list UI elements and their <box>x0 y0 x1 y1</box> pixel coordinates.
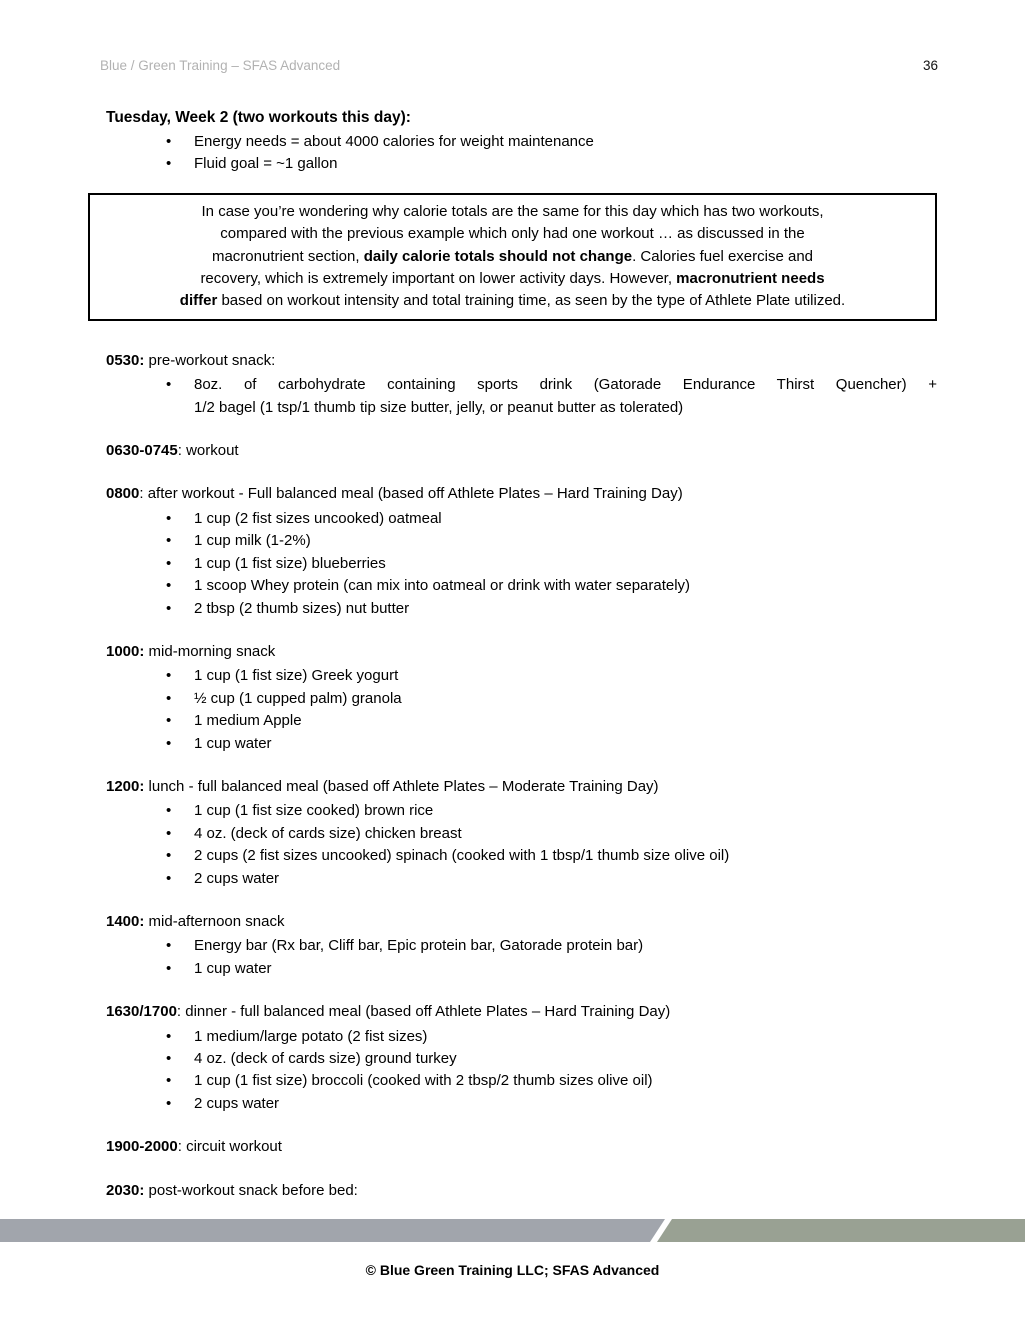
section-heading <box>106 911 937 933</box>
intro-bullet-list <box>106 131 937 176</box>
schedule <box>106 350 937 1202</box>
bullet-item: • 1 cup water <box>194 958 937 980</box>
callout-text: compared with the previous example which only had one workout … as discussed in the <box>220 225 805 243</box>
document-header <box>100 57 938 75</box>
bullet-item: • 1 cup water <box>194 733 937 755</box>
schedule-section <box>106 440 937 462</box>
section-time: 0530: <box>106 351 145 369</box>
bullet-item: • 1 medium Apple <box>194 710 937 732</box>
bullet-item: • Energy needs = about 4000 calories for weight maintenance <box>194 131 937 153</box>
schedule-section <box>106 1136 937 1158</box>
bullet-item: • ½ cup (1 cupped palm) granola <box>194 688 937 710</box>
bullet-item: • 2 cups water <box>194 868 937 890</box>
callout-text: macronutrient section, <box>211 247 364 265</box>
bullet-list <box>106 1026 937 1116</box>
callout-line <box>110 290 915 312</box>
bullet-item: • 1 cup milk (1-2%) <box>194 530 937 552</box>
section-time: 1200: <box>106 777 145 795</box>
callout-line <box>110 268 915 290</box>
section-label: pre-workout snack: <box>144 351 276 369</box>
footer-bar <box>0 1219 1025 1242</box>
bullet-list <box>106 665 937 755</box>
callout-text: In case you’re wondering why calorie totals are the same for this day which has two workouts, <box>201 202 824 220</box>
callout-text: macronutrient needs <box>676 270 825 288</box>
section-label: mid-afternoon snack <box>144 912 285 930</box>
bullet-item <box>194 374 937 419</box>
doc-header-title: Blue / Green Training – SFAS Advanced <box>100 58 341 73</box>
callout-text: recovery, which is extremely important on lower activity days. However, <box>200 270 677 288</box>
section-label: mid-morning snack <box>144 642 276 660</box>
bullet-item: • 2 tbsp (2 thumb sizes) nut butter <box>194 598 937 620</box>
section-heading <box>106 776 937 798</box>
section-label: : after workout - Full balanced meal (based off Athlete Plates – Hard Training Day) <box>139 485 683 503</box>
bullet-line: • 8oz. of carbohydrate containing sports drink (Gatorade Endurance Thirst Quencher) + <box>194 376 937 394</box>
bullet-item: • 1 cup (2 fist sizes uncooked) oatmeal <box>194 508 937 530</box>
bullet-item: • 1 cup (1 fist size) Greek yogurt <box>194 665 937 687</box>
bullet-item: • 1 cup (1 fist size cooked) brown rice <box>194 800 937 822</box>
bullet-item: • 2 cups water <box>194 1093 937 1115</box>
bullet-list <box>106 374 937 419</box>
bullet-item: • 4 oz. (deck of cards size) chicken breast <box>194 823 937 845</box>
schedule-section <box>106 483 937 619</box>
page-number: 36 <box>922 58 938 73</box>
section-heading <box>106 641 937 663</box>
callout-text: . Calories fuel exercise and <box>632 247 814 265</box>
section-time: 0800 <box>106 485 140 503</box>
section-heading <box>106 350 937 372</box>
section-heading <box>106 440 937 462</box>
section-label: : workout <box>177 442 239 460</box>
section-label: post-workout snack before bed: <box>144 1181 358 1199</box>
section-time: 1000: <box>106 642 145 660</box>
callout-text: daily calorie totals should not change <box>363 247 633 265</box>
section-time: 0630-0745 <box>106 442 178 460</box>
schedule-section <box>106 1180 937 1202</box>
section-heading <box>106 483 937 505</box>
bullet-item: • 1 cup (1 fist size) blueberries <box>194 553 937 575</box>
page-title: Tuesday, Week 2 (two workouts this day): <box>106 109 411 126</box>
bullet-item: • Fluid goal = ~1 gallon <box>194 153 937 175</box>
bullet-item: • 1 scoop Whey protein (can mix into oatmeal or drink with water separately) <box>194 575 937 597</box>
schedule-section <box>106 1001 937 1115</box>
bullet-list <box>106 935 937 980</box>
callout-line <box>110 201 915 223</box>
schedule-section <box>106 350 937 419</box>
section-label: : dinner - full balanced meal (based off Athlete Plates – Hard Training Day) <box>176 1003 671 1021</box>
section-heading <box>106 1136 937 1158</box>
schedule-section <box>106 641 937 755</box>
callout-text: based on workout intensity and total training time, as seen by the type of Athlete Plate utilized. <box>217 292 846 310</box>
callout-text: differ <box>179 292 218 310</box>
bullet-item: • 2 cups (2 fist sizes uncooked) spinach (cooked with 1 tbsp/1 thumb size olive oil) <box>194 845 937 867</box>
section-time: 1630/1700 <box>106 1003 177 1021</box>
page-content <box>106 107 937 1202</box>
schedule-section <box>106 911 937 980</box>
bullet-item: • 1 medium/large potato (2 fist sizes) <box>194 1026 937 1048</box>
bullet-line: 1/2 bagel (1 tsp/1 thumb tip size butter, jelly, or peanut butter as tolerated) <box>194 398 684 416</box>
section-label: : circuit workout <box>177 1138 282 1156</box>
bullet-item: • Energy bar (Rx bar, Cliff bar, Epic protein bar, Gatorade protein bar) <box>194 935 937 957</box>
bullet-list <box>106 508 937 620</box>
section-label: lunch - full balanced meal (based off Athlete Plates – Moderate Training Day) <box>144 777 659 795</box>
section-time: 1400: <box>106 912 145 930</box>
section-heading <box>106 1001 937 1023</box>
section-time: 1900-2000 <box>106 1138 178 1156</box>
callout-line <box>110 223 915 245</box>
bullet-item: • 4 oz. (deck of cards size) ground turkey <box>194 1048 937 1070</box>
footer-copyright: © Blue Green Training LLC; SFAS Advanced <box>365 1262 660 1278</box>
section-heading <box>106 1180 937 1202</box>
callout-line <box>110 246 915 268</box>
bullet-list <box>106 800 937 890</box>
schedule-section <box>106 776 937 890</box>
section-time: 2030: <box>106 1181 145 1199</box>
callout-box <box>88 193 937 321</box>
bullet-item: • 1 cup (1 fist size) broccoli (cooked with 2 tbsp/2 thumb sizes olive oil) <box>194 1070 937 1092</box>
